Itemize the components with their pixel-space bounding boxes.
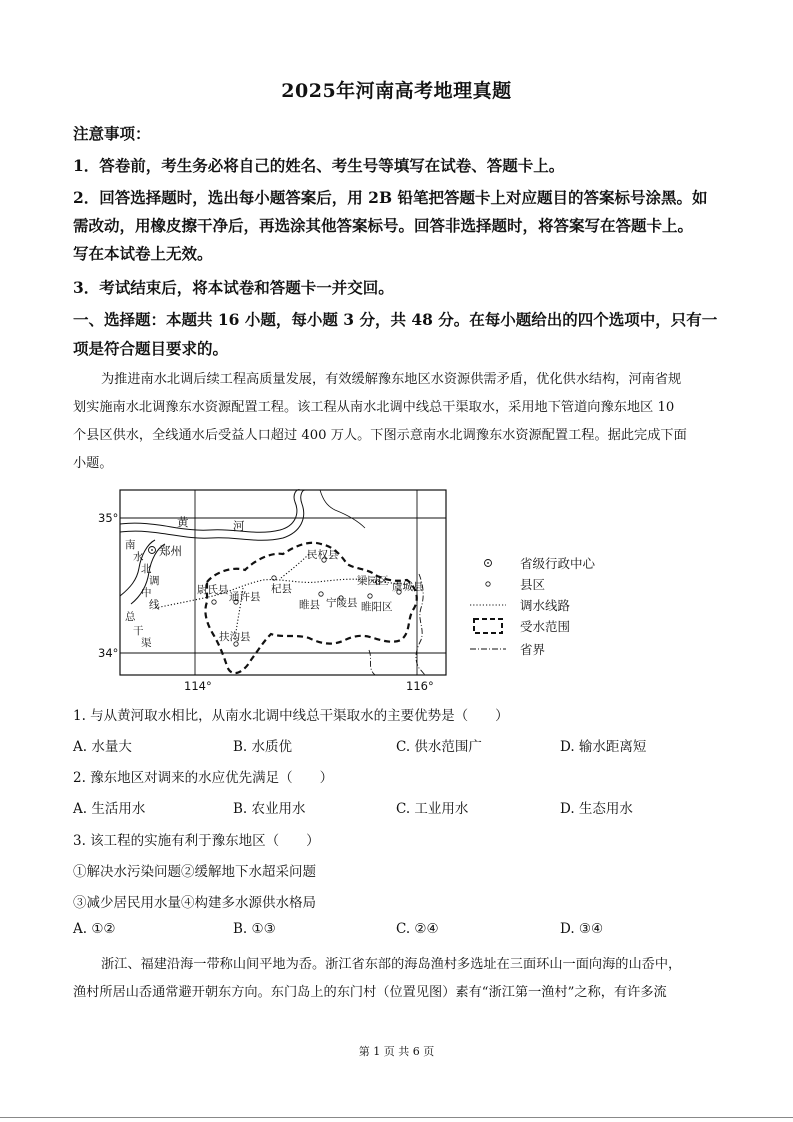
question-1-option-b: B. 水质优: [233, 739, 293, 755]
question-3-stem: 3. 该工程的实施有利于豫东地区（ ）: [73, 833, 320, 849]
question-3-option-a: A. ①②: [73, 921, 116, 937]
canal-label-1: 南: [125, 539, 136, 551]
legend-county-icon: [468, 576, 508, 592]
label-fugou: 扶沟县: [219, 631, 251, 643]
county-suiyang: [368, 594, 372, 598]
northern-river: [320, 490, 365, 528]
label-lon-114: 114°: [184, 679, 212, 693]
question-3-option-d: D. ③④: [560, 921, 604, 937]
notice-heading: 注意事项：: [73, 124, 151, 143]
label-lat-34: 34°: [98, 646, 119, 660]
question-2-option-c: C. 工业用水: [396, 801, 469, 817]
yellow-river-bank-south: [120, 490, 305, 540]
label-weishi: 尉氏县: [197, 584, 229, 596]
question-2-stem: 2. 豫东地区对调来的水应优先满足（ ）: [73, 770, 334, 786]
question-1-stem: 1. 与从黄河取水相比，从南水北调中线总干渠取水的主要优势是（ ）: [73, 708, 509, 724]
county-suixian: [319, 592, 323, 596]
river-label-huang: 黄: [177, 515, 189, 529]
question-1-option-c: C. 供水范围广: [396, 739, 482, 755]
county-weishi: [212, 600, 216, 604]
canal-label-4: 调: [149, 575, 160, 587]
label-zhengzhou: 郑州: [159, 544, 182, 558]
passage-2-line-1: 浙江、福建沿海一带称山间平地为岙。浙江省东部的海岛渔村多选址在三面环山一面向海的山岙中，: [101, 957, 682, 972]
question-3-statements-2: ③减少居民用水量④构建多水源供水格局: [73, 895, 316, 911]
canal-label-7: 总: [125, 611, 136, 623]
label-ningling: 宁陵县: [326, 597, 358, 609]
passage-1-line-1: 为推进南水北调后续工程高质量发展，有效缓解豫东地区水资源供需矛盾，优化供水结构，河南省规: [101, 372, 682, 387]
legend-route-icon: [468, 597, 508, 613]
notice-item-2-line-3: 写在本试卷上无效。: [73, 244, 213, 263]
passage-2-line-2: 渔村所居山岙通常避开朝东方向。东门岛上的东门村（位置见图）素有“浙江第一渔村”之称，有许多流: [73, 985, 667, 1000]
canal-label-8: 干: [133, 625, 144, 637]
canal-label-3: 北: [141, 563, 152, 575]
question-3-statements-1: ①解决水污染问题②缓解地下水超采问题: [73, 864, 316, 880]
water-project-map: [95, 484, 455, 694]
question-3-option-b: B. ①③: [233, 921, 276, 937]
question-2-option-d: D. 生态用水: [560, 801, 633, 817]
canal-label-9: 渠: [141, 637, 152, 649]
province-border-south: [369, 650, 375, 675]
yellow-river-bank-north: [120, 490, 300, 533]
legend-area-label: 受水范围: [520, 619, 571, 634]
legend-area-icon: [468, 618, 508, 634]
canal-label-5: 中: [141, 587, 152, 599]
question-2-option-a: A. 生活用水: [73, 801, 146, 817]
notice-item-2-line-1: 2．回答选择题时，选出每小题答案后，用 2B 铅笔把答题卡上对应题目的答案标号涂黑。如: [73, 188, 708, 207]
section-heading-line-2: 项是符合题目要求的。: [73, 339, 229, 358]
question-3-option-c: C. ②④: [396, 921, 439, 937]
notice-item-2-line-2: 需改动，用橡皮擦干净后，再选涂其他答案标号。回答非选择题时，将答案写在答题卡上。: [73, 216, 694, 235]
legend-capital-label: 省级行政中心: [520, 556, 596, 571]
passage-1-line-3: 个县区供水，全线通水后受益人口超过 400 万人。下图示意南水北调豫东水资源配置工程。据此完成下面: [73, 428, 687, 443]
canal-label-6: 线: [149, 599, 160, 611]
passage-1-line-4: 小题。: [73, 456, 113, 471]
legend-county-label: 县区: [520, 577, 546, 592]
label-lat-35: 35°: [98, 511, 119, 525]
river-label-he: 河: [233, 519, 245, 533]
notice-item-3: 3．考试结束后，将本试卷和答题卡一并交回。: [73, 278, 394, 297]
label-lon-116: 116°: [406, 679, 434, 693]
question-1-option-a: A. 水量大: [73, 739, 132, 755]
label-suixian: 睢县: [299, 599, 320, 611]
label-yucheng: 虞城县: [392, 581, 424, 593]
label-tongxu: 通许县: [229, 591, 261, 603]
label-liangyuan: 梁园区: [357, 575, 389, 587]
label-suiyang: 睢阳区: [361, 601, 393, 613]
legend-border-label: 省界: [520, 642, 546, 657]
notice-item-1: 1．答卷前，考生务必将自己的姓名、考生号等填写在试卷、答题卡上。: [73, 156, 565, 175]
capital-symbol-dot: [151, 549, 153, 551]
section-heading-line-1: 一、选择题：本题共 16 小题，每小题 3 分，共 48 分。在每小题给出的四个选项中，只有一: [73, 310, 718, 329]
question-2-option-b: B. 农业用水: [233, 801, 306, 817]
water-route-branch-north: [281, 554, 309, 578]
passage-1-line-2: 划实施南水北调豫东水资源配置工程。该工程从南水北调中线总干渠取水，采用地下管道向豫东地区 10: [73, 400, 675, 415]
page-title: 2025年河南高考地理真题: [281, 80, 512, 102]
canal-label-2: 水: [133, 551, 144, 563]
label-minquan: 民权县: [307, 549, 339, 561]
legend-border-icon: [468, 641, 508, 657]
page-footer: 第 1 页 共 6 页: [358, 1045, 435, 1058]
passage-2: [73, 951, 721, 1007]
legend-capital-icon: [468, 555, 508, 571]
question-1-option-d: D. 输水距离短: [560, 739, 647, 755]
legend-route-label: 调水线路: [520, 598, 571, 613]
passage-1: [73, 366, 721, 478]
bottom-rule: [0, 1117, 793, 1118]
label-qixian: 杞县: [271, 583, 292, 595]
